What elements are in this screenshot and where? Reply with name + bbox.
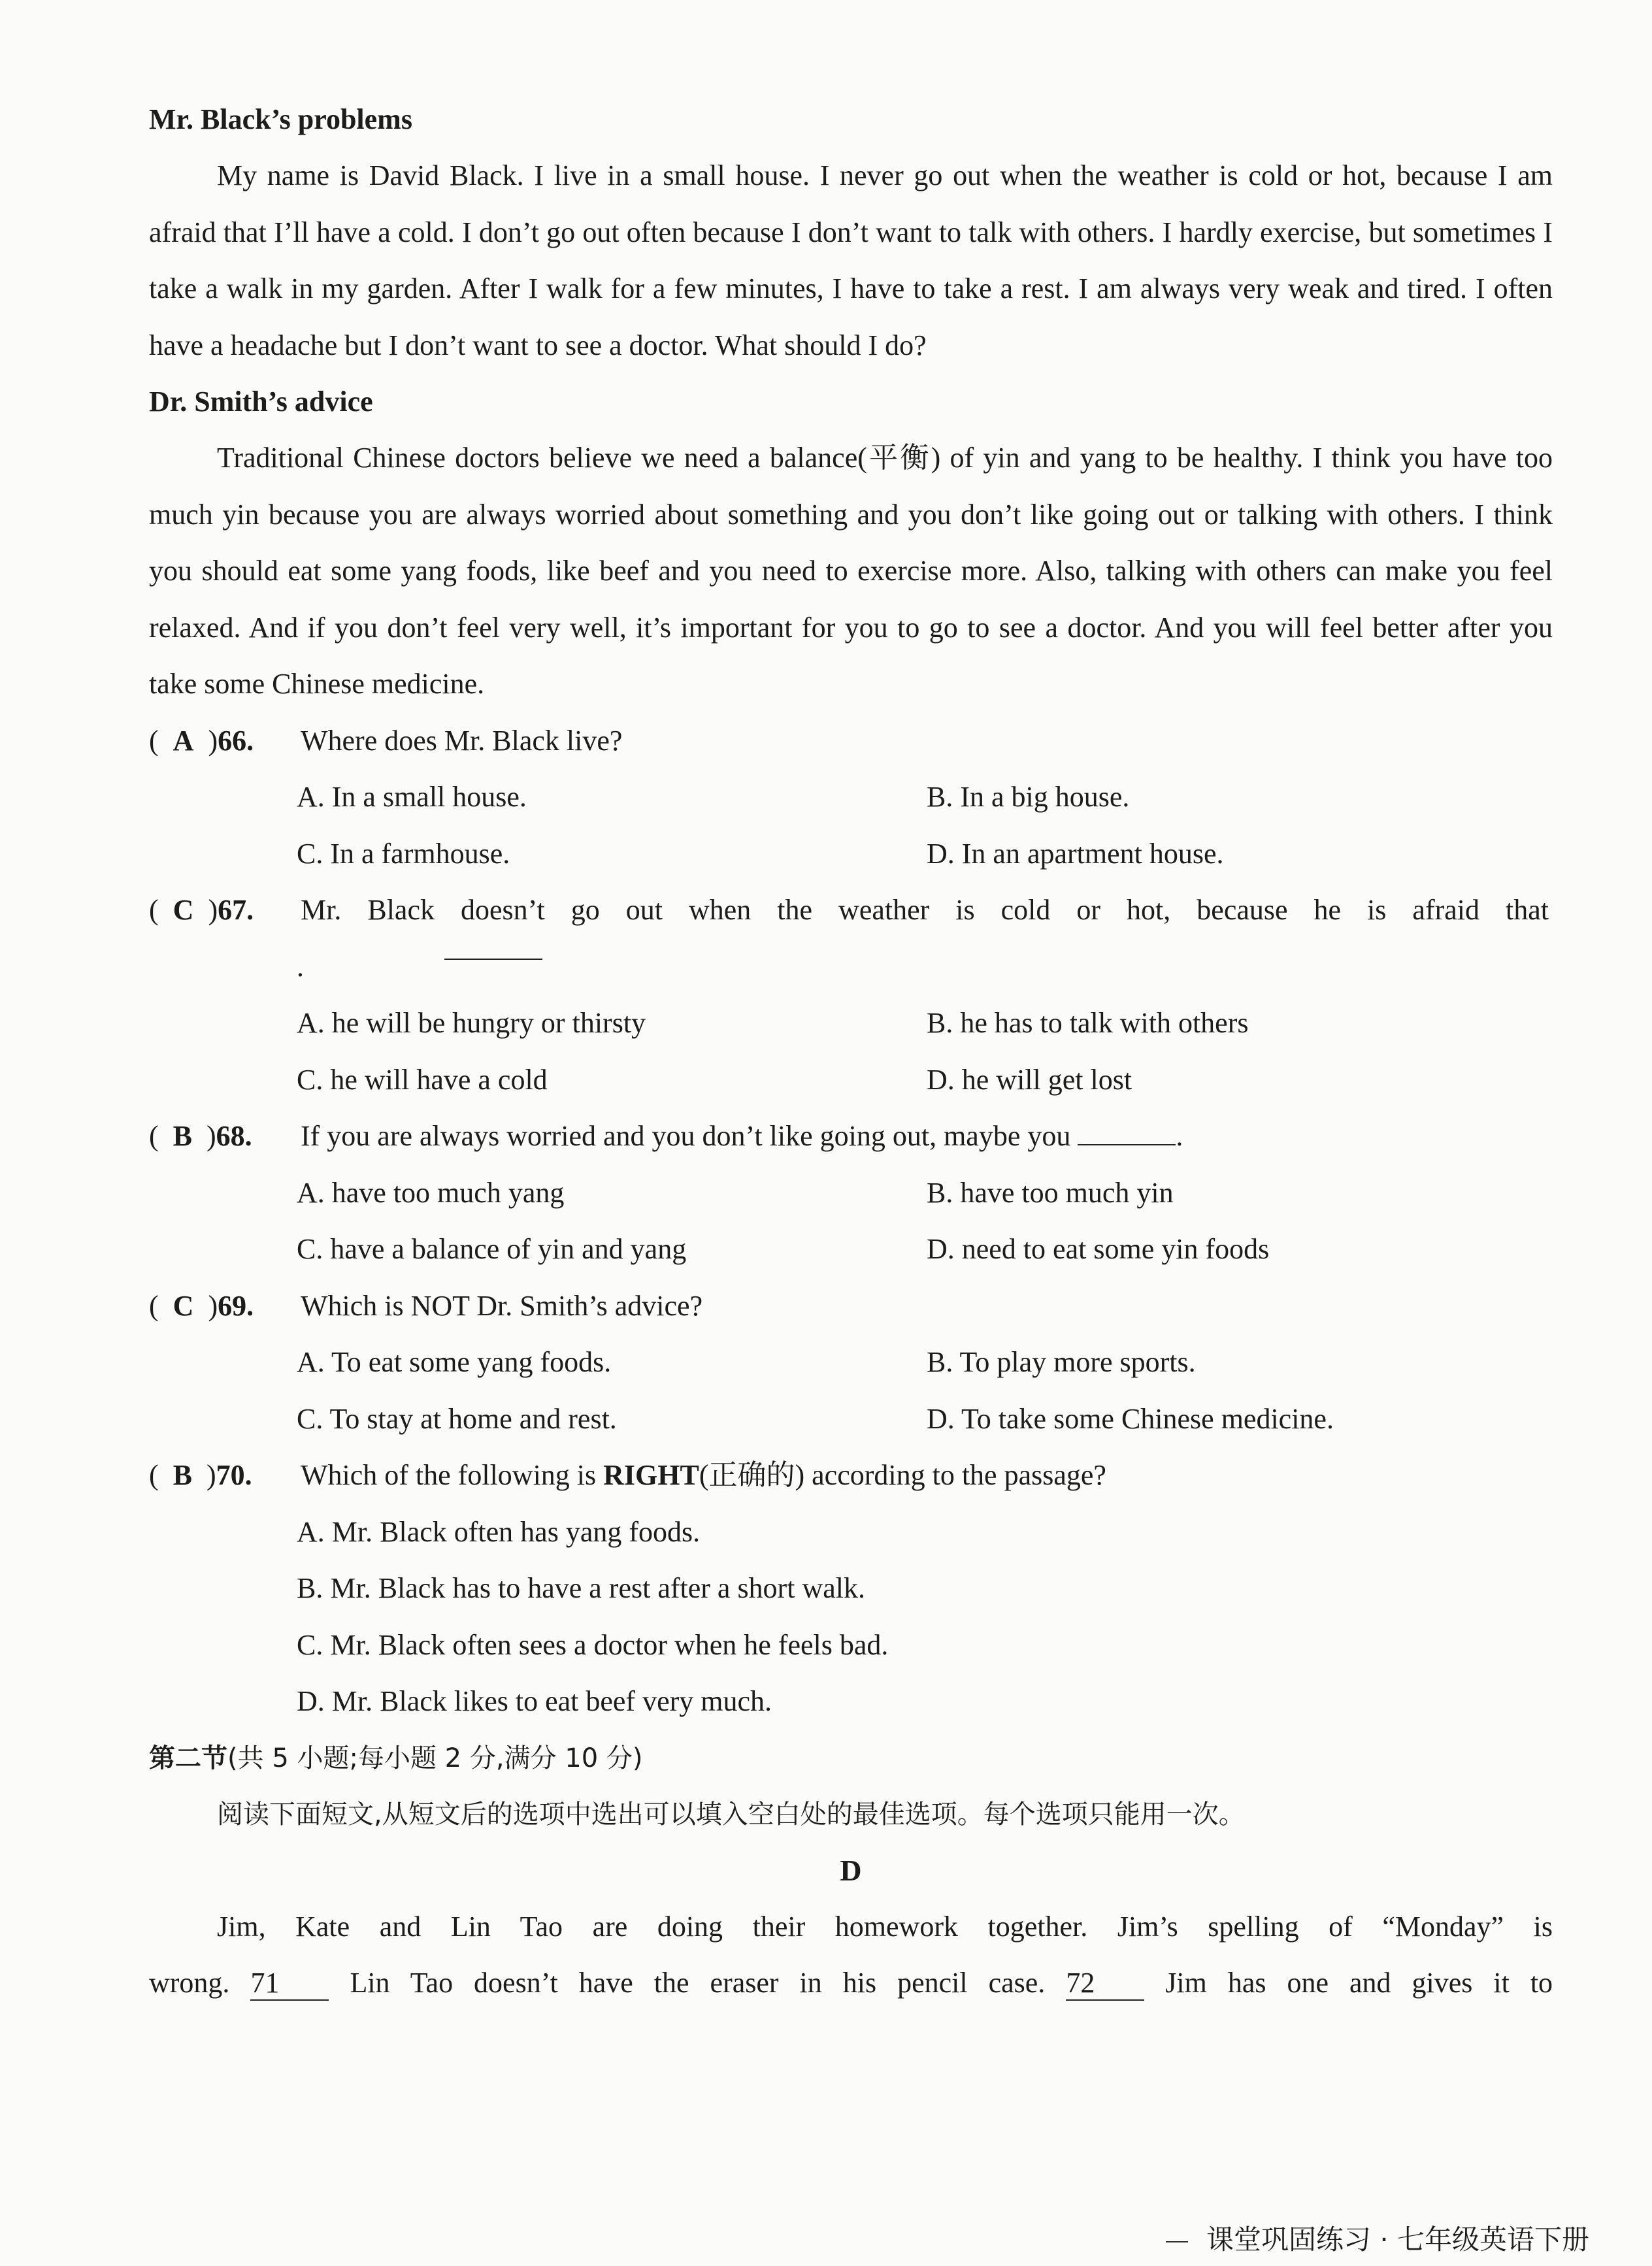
passage-d-text: Jim has one and gives it to [1165,1967,1553,1999]
options-row [149,995,1553,1052]
answer-letter: C [173,1289,194,1322]
option-a: A. he will be hungry or thirsty [297,1007,646,1039]
answer-slot: ( C )69. [149,1289,254,1322]
option-c: C. To stay at home and rest. [297,1402,617,1435]
passage-heading-advice: Dr. Smith’s advice [149,386,373,418]
option-d: D. need to eat some yin foods [927,1233,1270,1265]
answer-blank [444,939,542,960]
option-b: B. In a big house. [927,781,1130,813]
option-d: D. To take some Chinese medicine. [927,1402,1334,1435]
option-d: D. he will get lost [927,1063,1132,1096]
option-a: A. In a small house. [297,781,527,813]
question-68: ( B )68. If you are always worried and you don’t like going out, maybe you . [149,1108,1553,1165]
options-row [149,1052,1553,1109]
options-row [149,1165,1553,1222]
footer-dash [1166,2241,1188,2242]
worksheet-page [149,91,1553,2012]
question-70 [149,1447,1553,1504]
option-a: A. Mr. Black often has yang foods. [297,1515,701,1548]
answer-letter: B [173,1120,193,1152]
option-c: C. have a balance of yin and yang [297,1233,687,1265]
option-a: A. To eat some yang foods. [297,1346,612,1378]
passage-paragraph-advice: Traditional Chinese doctors believe we need a balance(平衡) of yin and yang to be healthy. I think you have too much yin because you are always worried about something and you don’t like going out or talking with others. I think you should eat some yang foods, like beef and you need to exercise more. Also, talking with others can make you feel relaxed. And if you don’t feel very well, it’s important for you to go to see a doctor. And you will feel better after you take some Chinese medicine. [149,442,1553,700]
option-d: D. In an apartment house. [927,837,1224,870]
answer-slot: ( B )70. [149,1459,252,1491]
footer-text: 课堂巩固练习 · 七年级英语下册 [1206,2224,1590,2256]
question-stem: Which is NOT Dr. Smith’s advice? [301,1289,703,1322]
passage-letter: D [840,1853,862,1887]
question-number: 66. [218,724,254,757]
section-title-text: 第二节 [149,1743,227,1773]
question-stem: If you are always worried and you don’t like going out, maybe you [301,1120,1071,1152]
question-stem: Where does Mr. Black live? [301,724,623,757]
answer-letter: C [173,894,194,926]
question-stem-pre: Which of the following is [301,1459,597,1491]
question-number: 67. [218,894,254,926]
answer-slot: ( A )66. [149,724,254,757]
options-row [149,1673,1553,1730]
question-69 [149,1278,1553,1335]
blank-72: 72 [1066,1967,1144,2001]
option-a: A. have too much yang [297,1176,565,1209]
option-d: D. Mr. Black likes to eat beef very much. [297,1685,772,1717]
question-66 [149,713,1553,770]
answer-slot: ( C )67. [149,894,254,926]
option-c: C. In a farmhouse. [297,837,510,870]
options-row [149,1391,1553,1448]
question-number: 68. [216,1120,252,1152]
options-row [149,1504,1553,1561]
options-row [149,1617,1553,1674]
blank-71: 71 [250,1967,329,2001]
options-row [149,1221,1553,1278]
options-row [149,769,1553,826]
passage-d-text: wrong. [149,1967,230,1999]
section-title [149,1730,1553,1786]
section-instruction: 阅读下面短文,从短文后的选项中选出可以填入空白处的最佳选项。每个选项只能用一次。 [217,1799,1245,1830]
passage-d-text: Lin Tao doesn’t have the eraser in his pencil case. [350,1967,1046,1999]
page-footer [1166,2220,1589,2259]
options-row [149,826,1553,883]
passage-d-line-2 [149,1955,1553,2012]
passage-paragraph-problems: My name is David Black. I live in a small house. I never go out when the weather is cold or hot, because I am afraid that I’ll have a cold. I don’t go out often because I don’t want to talk with others. I hardly exercise, but sometimes I take a walk in my garden. After I walk for a few minutes, I have to take a rest. I am always very weak and tired. I often have a headache but I don’t want to see a doctor. What should I do? [149,159,1553,361]
section-title-note: (共 5 小题;每小题 2 分,满分 10 分) [227,1743,643,1773]
options-row [149,1560,1553,1617]
option-b: B. Mr. Black has to have a rest after a short walk. [297,1572,865,1604]
question-stem-emphasis: RIGHT [603,1459,699,1491]
option-b: B. To play more sports. [927,1346,1196,1378]
answer-letter: A [173,724,194,757]
question-number: 69. [218,1289,254,1322]
passage-d-line-1 [149,1899,1553,1956]
option-c: C. he will have a cold [297,1063,548,1096]
option-b: B. have too much yin [927,1176,1174,1209]
answer-letter: B [173,1459,193,1491]
answer-blank [1078,1125,1176,1145]
question-67 [149,882,1553,939]
question-stem: Mr. Black doesn’t go out when the weather is cold or hot, because he is afraid that [301,894,1549,926]
question-number: 70. [216,1459,252,1491]
passage-d-text: Jim, Kate and Lin Tao are doing their homework together. Jim’s spelling of “Monday” is [217,1910,1553,1943]
passage-heading-problems: Mr. Black’s problems [149,103,412,135]
answer-blank-line: . [149,939,1553,996]
answer-slot: ( B )68. [149,1120,252,1152]
options-row [149,1334,1553,1391]
option-c: C. Mr. Black often sees a doctor when he feels bad. [297,1628,889,1661]
option-b: B. he has to talk with others [927,1007,1249,1039]
question-stem-post: (正确的) according to the passage? [699,1459,1106,1491]
